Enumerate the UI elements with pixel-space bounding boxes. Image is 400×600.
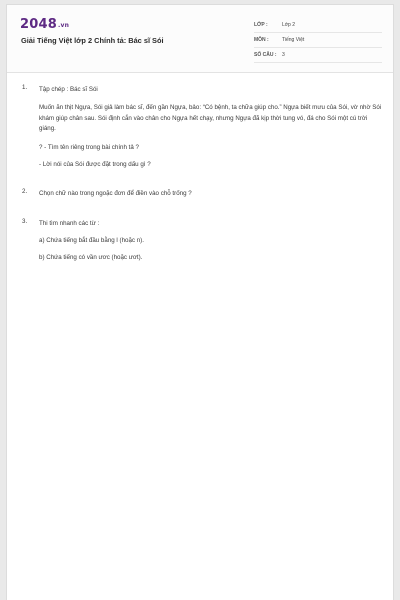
question-number: 3. [22, 217, 28, 225]
question-sub-item: a) Chứa tiếng bắt đầu bằng l (hoặc n). [39, 236, 144, 244]
worksheet-page [6, 4, 394, 600]
site-logo[interactable] [20, 17, 69, 32]
meta-key: MÔN : [254, 37, 269, 43]
logo-text: 2048 [20, 17, 57, 32]
logo-tld: .vn [57, 22, 70, 29]
question-sub-item: - Lời nói của Sói được đặt trong dấu gì ? [39, 160, 151, 168]
question-title: Chọn chữ nào trong ngoặc đơn để điền vào chỗ trống ? [39, 189, 192, 197]
worksheet-header [7, 5, 393, 73]
meta-key: SỐ CÂU : [254, 52, 277, 58]
question-title: Tập chép : Bác sĩ Sói [39, 86, 98, 93]
meta-row-subject [254, 33, 382, 48]
question-number: 2. [22, 187, 28, 195]
question-1 [22, 84, 382, 170]
questions-list [22, 80, 382, 263]
meta-value: Lớp 2 [282, 22, 296, 28]
question-sub-item: b) Chứa tiếng có vần ươc (hoặc ươt). [39, 253, 143, 261]
question-2 [22, 188, 382, 199]
meta-key: LỚP : [254, 22, 268, 28]
meta-table [254, 18, 382, 63]
question-sub-item: ? - Tìm tên riêng trong bài chính tả ? [39, 143, 139, 151]
meta-value: 3 [282, 52, 285, 58]
question-3 [22, 218, 382, 263]
meta-row-question-count [254, 48, 382, 63]
question-title: Thi tìm nhanh các từ : [39, 219, 100, 227]
meta-value: Tiếng Việt [282, 37, 305, 43]
question-passage: Muốn ăn thịt Ngựa, Sói giả làm bác sĩ, đến gần Ngựa, bảo: “Có bệnh, ta chữa giúp cho.” Ngựa biết mưu của Sói, vờ nhờ Sói khám giúp chân sau. Sói định cắn vào chân cho Ngựa hết chạy, nhưng Ngựa đã kịp thời tung vó, đá cho Sói một cú trời giáng. [39, 104, 382, 132]
question-number: 1. [22, 84, 28, 91]
meta-row-grade [254, 18, 382, 33]
document-title: Giải Tiếng Việt lớp 2 Chính tả: Bác sĩ Sói [21, 36, 164, 45]
